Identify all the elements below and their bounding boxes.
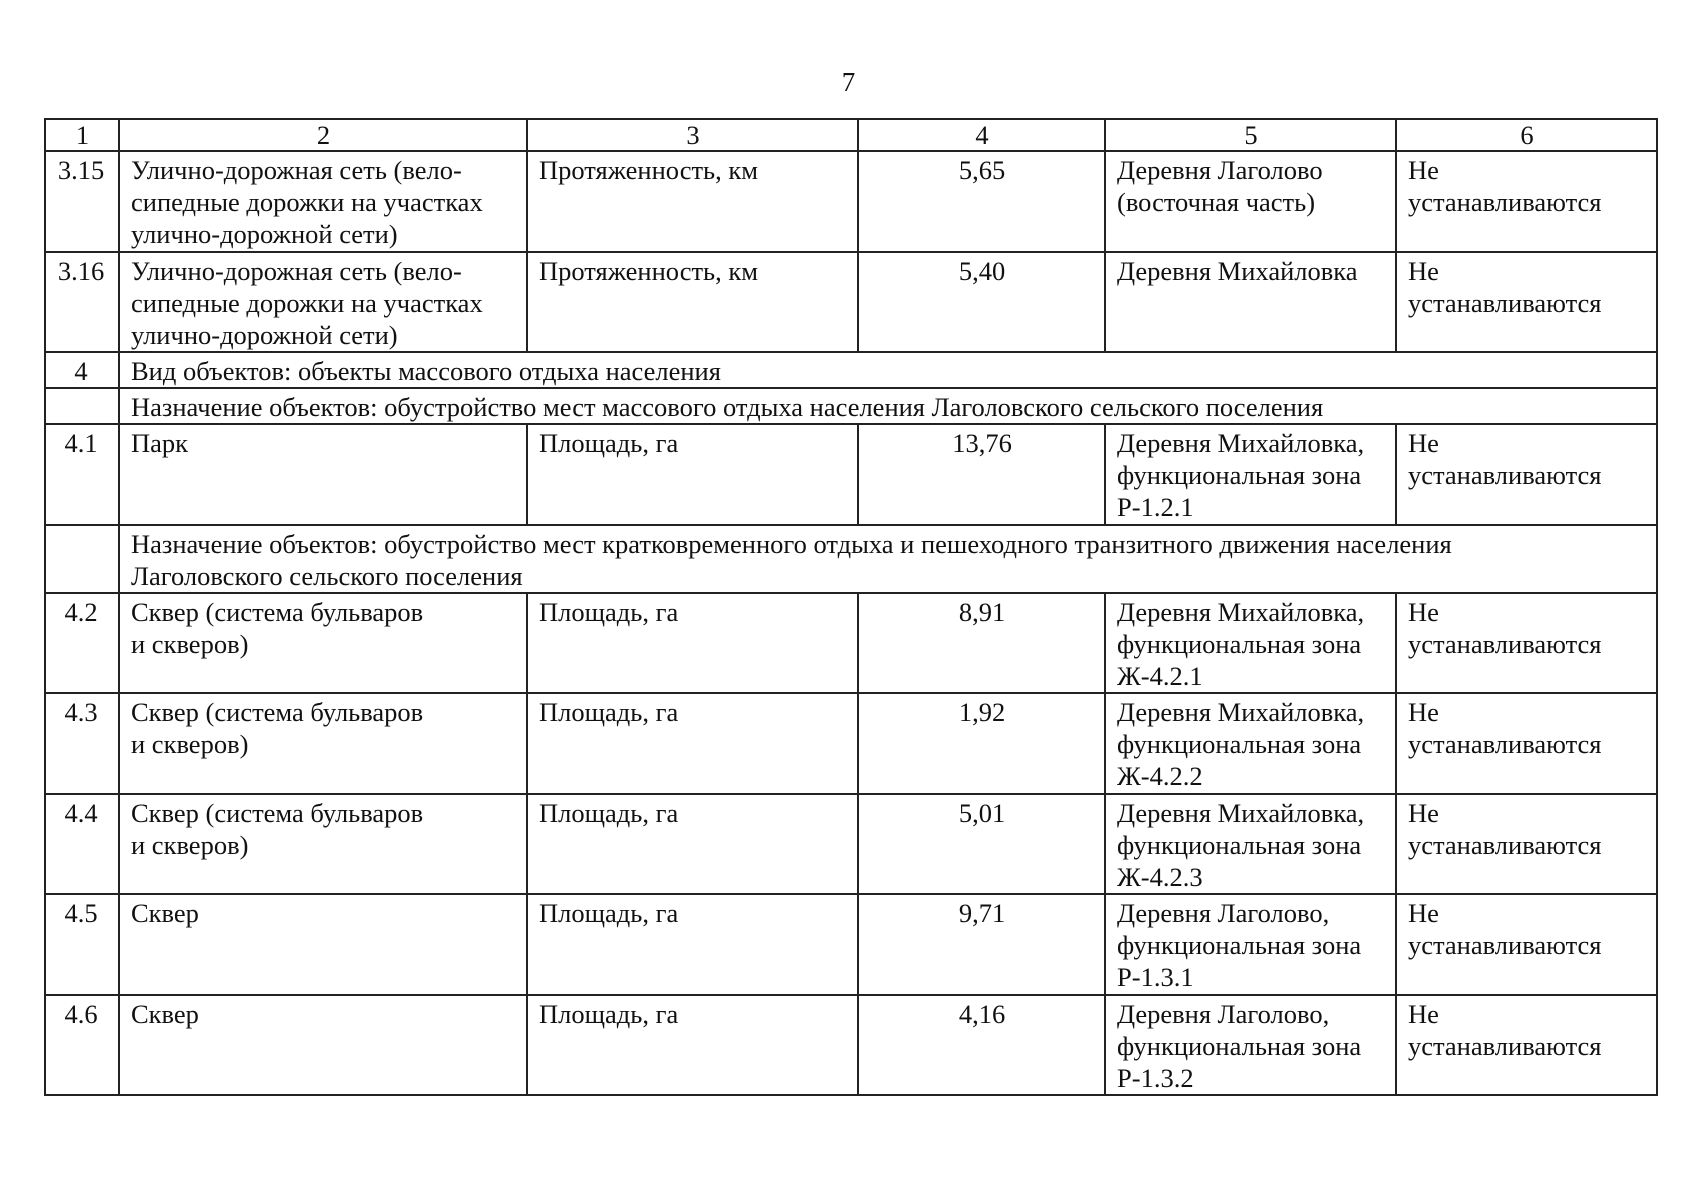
- object-zones: Не устанавливаются: [1396, 995, 1657, 1095]
- column-header: 5: [1105, 119, 1396, 151]
- row-number: 4.6: [45, 995, 119, 1095]
- section-row: [45, 352, 1657, 388]
- table-row: [45, 794, 1657, 894]
- table-row: [45, 151, 1657, 252]
- object-name: Парк: [119, 424, 527, 525]
- object-measure: Площадь, га: [527, 794, 858, 894]
- column-header: 2: [119, 119, 527, 151]
- object-location: Деревня Михайловка, функциональная зона Ж-4.2.2: [1105, 693, 1396, 794]
- object-location: Деревня Михайловка: [1105, 252, 1396, 352]
- table-row: [45, 252, 1657, 352]
- object-name: Сквер (система бульваров и скверов): [119, 593, 527, 693]
- object-name: Улично-дорожная сеть (вело- сипедные дорожки на участках улично-дорожной сети): [119, 151, 527, 252]
- column-header: 3: [527, 119, 858, 151]
- page-number: 7: [841, 67, 856, 97]
- table-row: [45, 995, 1657, 1095]
- object-value: 5,40: [858, 252, 1105, 352]
- object-name: Улично-дорожная сеть (вело- сипедные дорожки на участках улично-дорожной сети): [119, 252, 527, 352]
- object-value: 1,92: [858, 693, 1105, 794]
- object-value: 13,76: [858, 424, 1105, 525]
- object-location: Деревня Лаголово, функциональная зона Р-1.3.1: [1105, 894, 1396, 995]
- table-row: [45, 693, 1657, 794]
- object-zones: Не устанавливаются: [1396, 693, 1657, 794]
- object-zones: Не устанавливаются: [1396, 252, 1657, 352]
- object-measure: Площадь, га: [527, 693, 858, 794]
- object-zones: Не устанавливаются: [1396, 424, 1657, 525]
- object-measure: Площадь, га: [527, 593, 858, 693]
- table-row: [45, 424, 1657, 525]
- object-location: Деревня Лаголово (восточная часть): [1105, 151, 1396, 252]
- object-location: Деревня Михайловка, функциональная зона Ж-4.2.3: [1105, 794, 1396, 894]
- section-title: Вид объектов: объекты массового отдыха населения: [119, 352, 1657, 388]
- object-zones: Не устанавливаются: [1396, 151, 1657, 252]
- table-row: [45, 894, 1657, 995]
- object-measure: Протяженность, км: [527, 252, 858, 352]
- object-value: 8,91: [858, 593, 1105, 693]
- section-purpose: Назначение объектов: обустройство мест массового отдыха населения Лаголовского сельского поселения: [119, 388, 1657, 424]
- object-measure: Площадь, га: [527, 424, 858, 525]
- object-value: 5,01: [858, 794, 1105, 894]
- row-number: 4.4: [45, 794, 119, 894]
- table-header-row: [45, 119, 1657, 151]
- table-row: [45, 593, 1657, 693]
- column-header: 4: [858, 119, 1105, 151]
- row-number: [45, 388, 119, 424]
- row-number: 4: [45, 352, 119, 388]
- section-purpose: Назначение объектов: обустройство мест кратковременного отдыха и пешеходного транзитного движения населения Лаголовского сельского поселения: [119, 525, 1657, 593]
- row-number: 3.16: [45, 252, 119, 352]
- column-header: 1: [45, 119, 119, 151]
- object-measure: Площадь, га: [527, 995, 858, 1095]
- object-zones: Не устанавливаются: [1396, 894, 1657, 995]
- object-measure: Протяженность, км: [527, 151, 858, 252]
- object-location: Деревня Лаголово, функциональная зона Р-1.3.2: [1105, 995, 1396, 1095]
- object-value: 9,71: [858, 894, 1105, 995]
- object-value: 4,16: [858, 995, 1105, 1095]
- object-name: Сквер (система бульваров и скверов): [119, 693, 527, 794]
- row-number: 4.3: [45, 693, 119, 794]
- object-value: 5,65: [858, 151, 1105, 252]
- object-name: Сквер: [119, 894, 527, 995]
- object-name: Сквер (система бульваров и скверов): [119, 794, 527, 894]
- row-number: 4.5: [45, 894, 119, 995]
- row-number: 3.15: [45, 151, 119, 252]
- object-name: Сквер: [119, 995, 527, 1095]
- row-number: 4.2: [45, 593, 119, 693]
- object-measure: Площадь, га: [527, 894, 858, 995]
- section-row: [45, 525, 1657, 593]
- row-number: 4.1: [45, 424, 119, 525]
- section-row: [45, 388, 1657, 424]
- column-header: 6: [1396, 119, 1657, 151]
- object-location: Деревня Михайловка, функциональная зона Ж-4.2.1: [1105, 593, 1396, 693]
- object-location: Деревня Михайловка, функциональная зона Р-1.2.1: [1105, 424, 1396, 525]
- object-zones: Не устанавливаются: [1396, 593, 1657, 693]
- object-zones: Не устанавливаются: [1396, 794, 1657, 894]
- objects-table: [44, 118, 1658, 1096]
- row-number: [45, 525, 119, 593]
